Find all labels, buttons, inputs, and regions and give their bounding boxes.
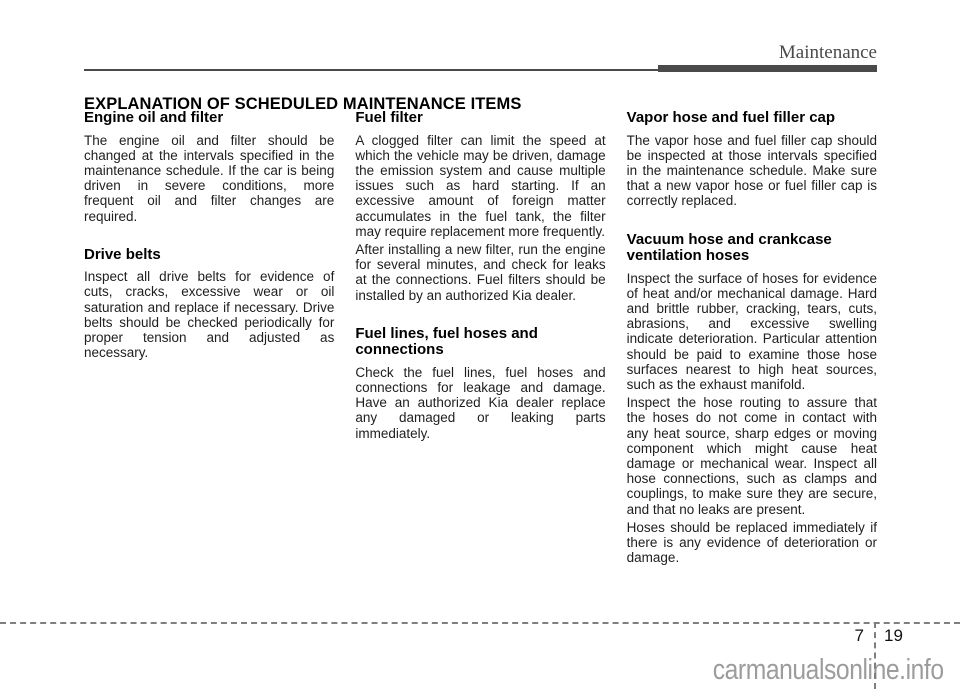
article-paragraph: Inspect the surface of hoses for evidence of heat and/or mechanical damage. Hard and brittle rubber, cracking, tears, cuts, abrasions, and excessive swelling indicate deterioration. Particular attention should be paid to examine those hose surfaces nearest to high heat sources, such as the exhaust manifold. [626, 270, 877, 392]
article-heading: Vapor hose and fuel filler cap [626, 109, 836, 126]
article-engine-oil-and-filter [84, 110, 334, 224]
article-fuel-filter [355, 110, 605, 303]
article-paragraph: Hoses should be replaced immediately if there is any evidence of deterioration or damage. [626, 519, 877, 566]
article-heading: Fuel filter [355, 109, 423, 126]
article-paragraph: A clogged filter can limit the speed at which the vehicle may be driven, damage the emission system and cause multiple issues such as hard starting. If an excessive amount of foreign matter accumulates in the fuel tank, the filter may require replacement more frequently. [355, 132, 606, 239]
footer-page-number: 19 [884, 626, 903, 645]
article-paragraph: The vapor hose and fuel filler cap should be inspected at those intervals specified in the maintenance schedule. Make sure that a new vapor hose or fuel filler cap is correctly replaced. [626, 132, 877, 209]
text-columns [84, 110, 877, 565]
header-rule-thick [658, 65, 877, 72]
column-2 [355, 110, 605, 565]
footer-dashed-rule [0, 622, 960, 624]
article-fuel-lines-hoses-connections [355, 326, 605, 441]
article-paragraph: Inspect all drive belts for evidence of cuts, cracks, excessive wear or oil saturation and replace if necessary. Drive belts should be checked periodically for proper tension and adjusted as necessary. [84, 269, 335, 361]
article-heading: Vacuum hose and crankcase ventilation hoses [626, 230, 832, 265]
watermark-text: carmanualsonline.info [713, 654, 944, 686]
article-heading: Engine oil and filter [84, 109, 224, 126]
footer-chapter-number: 7 [854, 626, 864, 645]
article-paragraph: Inspect the hose routing to assure that the hoses do not come in contact with any heat source, sharp edges or moving component which might cause heat damage or mechanical wear. Inspect all hose connections, such as clamps and couplings, to make sure they are secure, and that no leaks are present. [626, 395, 877, 517]
running-head-chapter: Maintenance [778, 42, 877, 63]
article-paragraph: The engine oil and filter should be changed at the intervals specified in the maintenance schedule. If the car is being driven in severe conditions, more frequent oil and filter changes are required. [84, 132, 335, 224]
article-vacuum-hose-crankcase-ventilation [627, 232, 877, 566]
footer-dashed-divider [874, 622, 876, 689]
article-paragraph: After installing a new filter, run the engine for several minutes, and check for leaks at the connections. Fuel filters should be installed by an authorized Kia dealer. [355, 241, 606, 303]
article-paragraph: Check the fuel lines, fuel hoses and connections for leakage and damage. Have an authorized Kia dealer replace any damaged or leaking parts immediately. [355, 364, 606, 441]
article-drive-belts [84, 247, 334, 361]
article-heading: Fuel lines, fuel hoses and connections [355, 324, 538, 359]
article-heading: Drive belts [84, 245, 161, 263]
article-vapor-hose-fuel-filler-cap [627, 110, 877, 209]
column-1 [84, 110, 334, 565]
section-title: EXPLANATION OF SCHEDULED MAINTENANCE ITEMS [84, 95, 522, 114]
column-3 [627, 110, 877, 565]
